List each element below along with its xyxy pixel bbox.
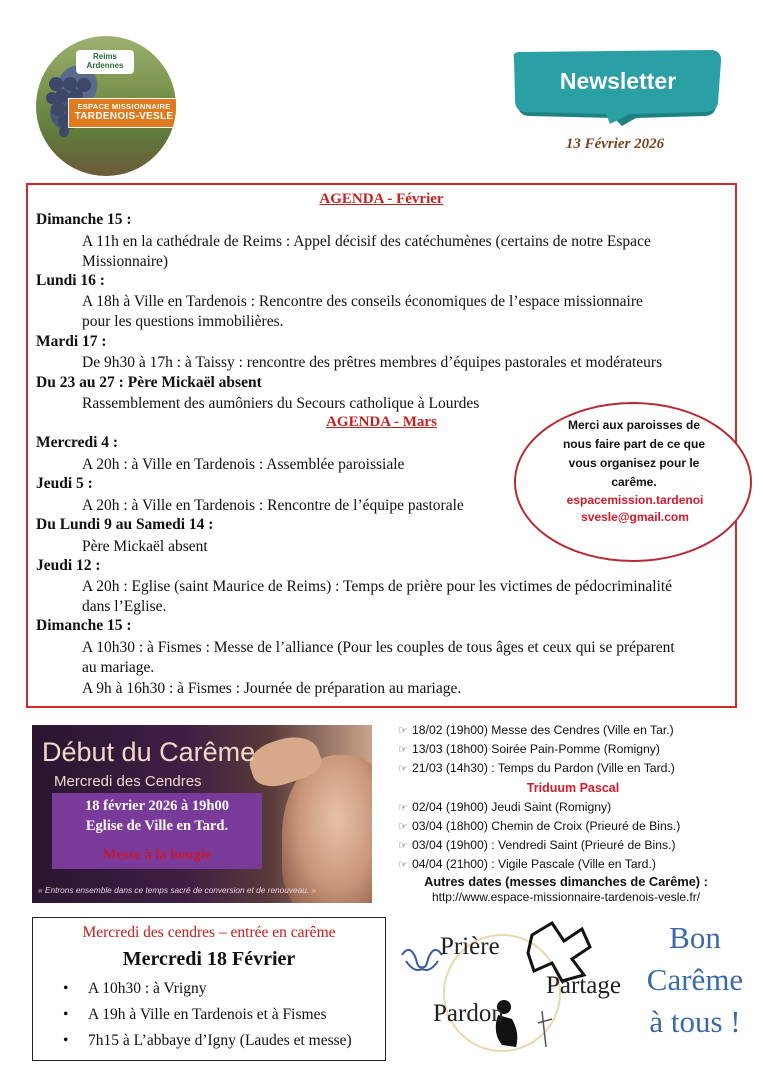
agenda-day: Dimanche 15 : bbox=[36, 617, 132, 634]
agenda-day: Jeudi 5 : bbox=[36, 475, 93, 492]
praying-hands-icon bbox=[402, 950, 442, 970]
pointing-hand-icon: ☞ bbox=[398, 821, 408, 833]
kneeling-figure-icon bbox=[496, 1000, 552, 1047]
careme-poster bbox=[32, 725, 372, 903]
callout-text: Merci aux paroisses de nous faire part de ce que vous organisez pour le carême. bbox=[562, 418, 706, 489]
pointing-hand-icon: ☞ bbox=[398, 763, 408, 775]
agenda-line: A 18h à Ville en Tardenois : Rencontre des conseils économiques de l’espace missionnaire bbox=[82, 293, 643, 310]
list-item: ☞ 18/02 (19h00) Messe des Cendres (Ville en Tar.) bbox=[398, 723, 674, 737]
list-item: ☞ 04/04 (21h00) : Vigile Pascale (Ville en Tard.) bbox=[398, 857, 656, 871]
word-pardon: Pardon bbox=[433, 1000, 504, 1027]
issue-date: 13 Février 2026 bbox=[565, 136, 665, 152]
agenda-mars-title: AGENDA - Mars bbox=[326, 414, 437, 430]
poster-place: Eglise de Ville en Tard. bbox=[85, 818, 229, 834]
agenda-line: A 20h : à Ville en Tardenois : Assemblée paroissiale bbox=[82, 456, 405, 473]
website-link[interactable]: http://www.espace-missionnaire-tardenois-vesle.fr/ bbox=[431, 890, 701, 904]
poster-subtitle: Mercredi des Cendres bbox=[54, 773, 202, 790]
agenda-day: Du Lundi 9 au Samedi 14 : bbox=[36, 516, 214, 533]
agenda-line: Rassemblement des aumôniers du Secours catholique à Lourdes bbox=[82, 395, 480, 412]
triduum-title: Triduum Pascal bbox=[526, 781, 620, 795]
agenda-line: dans l’Eglise. bbox=[82, 598, 167, 615]
lent-greeting: Bon Carême à tous ! bbox=[646, 920, 744, 1039]
list-item: • A 19h à Ville en Tardenois et à Fismes bbox=[63, 1006, 327, 1023]
word-partage: Partage bbox=[546, 972, 621, 999]
poster-date: 18 février 2026 à 19h00 bbox=[85, 798, 229, 814]
agenda-day: Dimanche 15 : bbox=[36, 211, 132, 228]
agenda-line: A 10h30 : à Fismes : Messe de l’alliance (Pour les couples de tous âges et ceux qui se préparent bbox=[82, 639, 675, 656]
agenda-day: Mardi 17 : bbox=[36, 333, 107, 350]
espace-missionnaire-logo bbox=[36, 36, 176, 176]
agenda-day: Lundi 16 : bbox=[36, 272, 105, 289]
ash-wednesday-box bbox=[32, 917, 386, 1061]
poster-quote: « Entrons ensemble dans ce temps sacré de conversion et de renouveau. » bbox=[38, 885, 317, 895]
agenda-line: Missionnaire) bbox=[82, 253, 169, 270]
agenda-line: A 20h : Eglise (saint Maurice de Reims) : Temps de prière pour les victimes de pédocriminalité bbox=[82, 578, 673, 595]
pointing-hand-icon: ☞ bbox=[398, 744, 408, 756]
agenda-line: A 20h : à Ville en Tardenois : Rencontre de l’équipe pastorale bbox=[82, 497, 464, 514]
list-item: ☞ 02/04 (19h00) Jeudi Saint (Romigny) bbox=[398, 800, 612, 814]
list-item: ☞ 03/04 (18h00) Chemin de Croix (Prieuré de Bins.) bbox=[398, 819, 681, 833]
parish-callout-oval bbox=[514, 402, 752, 562]
list-item: ☞ 03/04 (19h00) : Vendredi Saint (Prieuré de Bins.) bbox=[398, 838, 676, 852]
ash-wednesday-date: Mercredi 18 Février bbox=[122, 948, 296, 970]
list-item: • 7h15 à L’abbaye d’Igny (Laudes et messe) bbox=[63, 1032, 352, 1049]
logo-banner: ESPACE MISSIONNAIRE TARDENOIS-VESLE bbox=[68, 98, 176, 128]
agenda-fevrier-title: AGENDA - Février bbox=[319, 191, 444, 207]
agenda-day: Mercredi 4 : bbox=[36, 434, 119, 451]
bullet-icon: • bbox=[63, 980, 69, 997]
ash-wednesday-title: Mercredi des cendres – entrée en carême bbox=[82, 924, 336, 941]
agenda-day: Du 23 au 27 : Père Mickaël absent bbox=[36, 374, 262, 391]
agenda-day: Jeudi 12 : bbox=[36, 557, 101, 574]
agenda-line: pour les questions immobilières. bbox=[82, 313, 284, 330]
poster-mass: Messe à la bougie bbox=[102, 847, 212, 863]
pointing-hand-icon: ☞ bbox=[398, 840, 408, 852]
agenda-line: A 9h à 16h30 : à Fismes : Journée de préparation au mariage. bbox=[82, 680, 462, 697]
pointing-hand-icon: ☞ bbox=[398, 802, 408, 814]
bullet-icon: • bbox=[63, 1006, 69, 1023]
poster-title: Début du Carême bbox=[42, 737, 256, 767]
other-dates-title: Autres dates (messes dimanches de Carême) : bbox=[424, 874, 708, 889]
logo-brand: Reims Ardennes bbox=[76, 50, 134, 74]
newsletter-title: Newsletter bbox=[559, 68, 677, 94]
bullet-icon: • bbox=[63, 1032, 69, 1049]
agenda-line: A 11h en la cathédrale de Reims : Appel décisif des catéchumènes (certains de notre Espace bbox=[82, 233, 651, 250]
pointing-hand-icon: ☞ bbox=[398, 859, 408, 871]
list-item: • A 10h30 : à Vrigny bbox=[63, 980, 207, 997]
callout-email-link[interactable]: espacemission.tardenoi svesle@gmail.com bbox=[566, 493, 704, 524]
list-item: ☞ 13/03 (18h00) Soirée Pain-Pomme (Romigny) bbox=[398, 742, 660, 756]
agenda-line: au mariage. bbox=[82, 659, 155, 676]
word-priere: Prière bbox=[440, 933, 500, 960]
agenda-line: De 9h30 à 17h : à Taissy : rencontre des prêtres membres d’équipes pastorales et modérateurs bbox=[82, 354, 663, 371]
list-item: ☞ 21/03 (14h30) : Temps du Pardon (Ville en Tard.) bbox=[398, 761, 675, 775]
agenda-line: Père Mickaël absent bbox=[82, 538, 208, 555]
pointing-hand-icon: ☞ bbox=[398, 725, 408, 737]
